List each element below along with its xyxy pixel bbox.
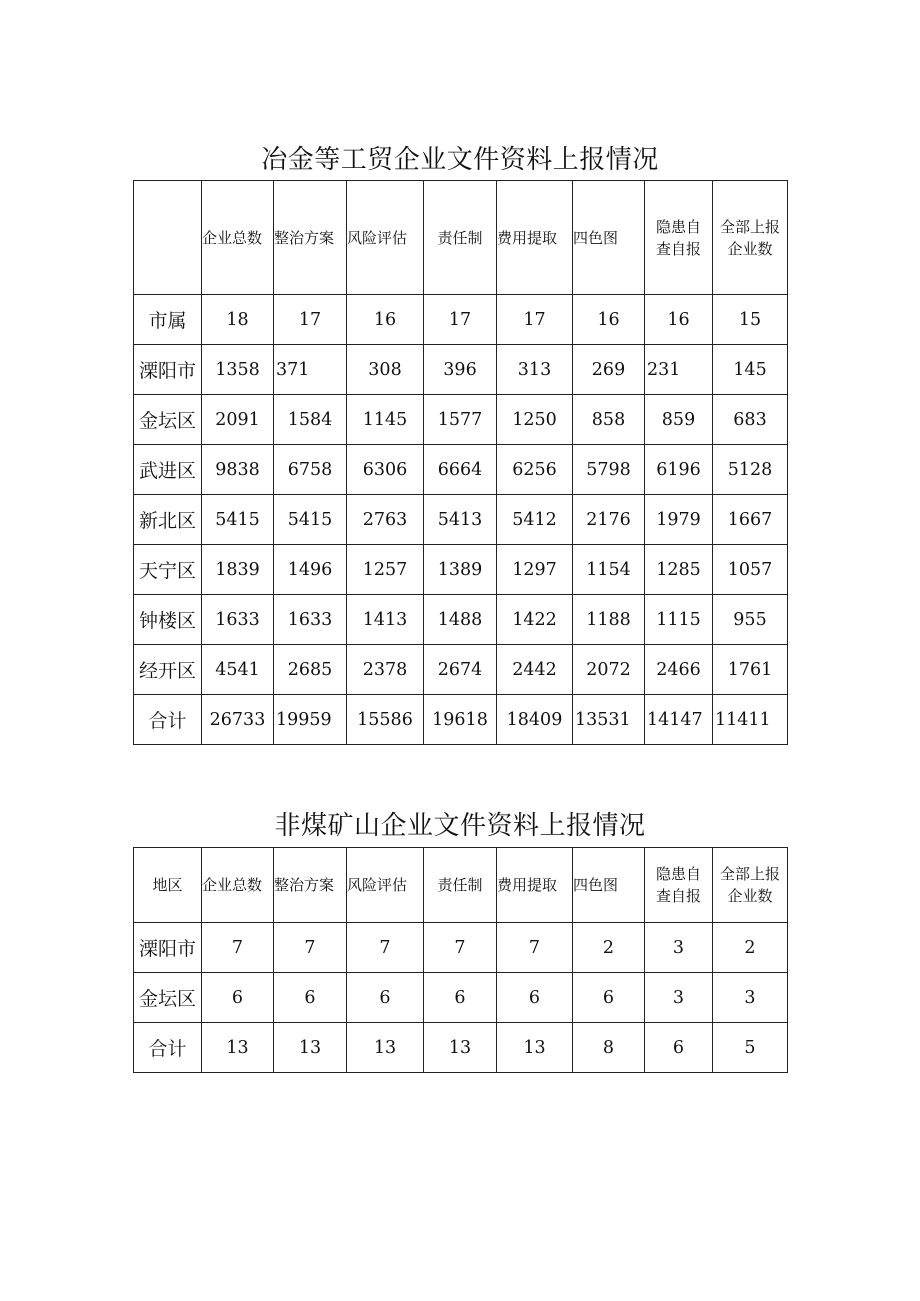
table-cell: 859 — [645, 395, 713, 445]
table-row — [134, 545, 788, 595]
header-four-color-map: 四色图 — [573, 181, 645, 295]
table-cell: 683 — [713, 395, 788, 445]
table-cell: 2 — [713, 923, 788, 973]
table-cell: 2091 — [202, 395, 274, 445]
table-cell: 5798 — [573, 445, 645, 495]
table-cell: 5415 — [202, 495, 274, 545]
table-cell: 1188 — [573, 595, 645, 645]
table-row — [134, 445, 788, 495]
table-row — [134, 595, 788, 645]
table-cell: 2176 — [573, 495, 645, 545]
table-cell: 1057 — [713, 545, 788, 595]
table-cell: 5128 — [713, 445, 788, 495]
table-cell: 371 — [274, 345, 347, 395]
table-cell: 1389 — [424, 545, 497, 595]
table-cell: 6 — [274, 973, 347, 1023]
table-cell: 17 — [497, 295, 573, 345]
table-cell: 5415 — [274, 495, 347, 545]
table-row — [134, 1023, 788, 1073]
header-risk-assessment: 风险评估 — [347, 181, 424, 295]
header-all-reported-line2: 企业数 — [727, 887, 773, 905]
table-cell: 13531 — [573, 695, 645, 745]
table-cell: 3 — [645, 923, 713, 973]
header-hazard-line1: 隐患自 — [655, 865, 701, 883]
table-cell: 2685 — [274, 645, 347, 695]
table-cell: 6 — [347, 973, 424, 1023]
non-coal-mine-report-table — [133, 847, 788, 1073]
table-cell: 14147 — [645, 695, 713, 745]
table-row — [134, 695, 788, 745]
table-cell: 1422 — [497, 595, 573, 645]
table-cell: 1297 — [497, 545, 573, 595]
table-cell: 2442 — [497, 645, 573, 695]
header-hazard-self-check — [645, 848, 713, 923]
table-cell: 1154 — [573, 545, 645, 595]
header-hazard-self-check — [645, 181, 713, 295]
table-cell: 231 — [645, 345, 713, 395]
table1-title: 冶金等工贸企业文件资料上报情况 — [261, 145, 659, 175]
header-cost-extraction: 费用提取 — [497, 181, 573, 295]
header-rectification-plan: 整治方案 — [274, 848, 347, 923]
table-cell: 17 — [424, 295, 497, 345]
table-cell: 7 — [274, 923, 347, 973]
row-label: 合计 — [134, 1023, 202, 1073]
table2-title: 非煤矿山企业文件资料上报情况 — [274, 811, 646, 841]
table-cell: 6 — [645, 1023, 713, 1073]
row-label: 金坛区 — [134, 395, 202, 445]
table-cell: 15586 — [347, 695, 424, 745]
table-cell: 5413 — [424, 495, 497, 545]
row-label: 新北区 — [134, 495, 202, 545]
row-label: 武进区 — [134, 445, 202, 495]
table-cell: 18 — [202, 295, 274, 345]
table-cell: 2378 — [347, 645, 424, 695]
row-label: 合计 — [134, 695, 202, 745]
header-hazard-line1: 隐患自 — [655, 217, 701, 236]
table-cell: 2 — [573, 923, 645, 973]
table-row — [134, 973, 788, 1023]
row-label: 金坛区 — [134, 973, 202, 1023]
table-cell: 7 — [497, 923, 573, 973]
table-cell: 13 — [497, 1023, 573, 1073]
table-cell: 1257 — [347, 545, 424, 595]
table-cell: 13 — [202, 1023, 274, 1073]
table-cell: 13 — [424, 1023, 497, 1073]
table-cell: 15 — [713, 295, 788, 345]
table-cell: 6 — [202, 973, 274, 1023]
header-responsibility: 责任制 — [424, 181, 497, 295]
row-label: 经开区 — [134, 645, 202, 695]
metallurgy-report-table — [133, 180, 788, 745]
table-cell: 1488 — [424, 595, 497, 645]
table-cell: 6256 — [497, 445, 573, 495]
table-cell: 1633 — [202, 595, 274, 645]
table-row — [134, 923, 788, 973]
corner-cell — [134, 181, 202, 295]
table-cell: 4541 — [202, 645, 274, 695]
table-cell: 7 — [424, 923, 497, 973]
header-rectification-plan: 整治方案 — [274, 181, 347, 295]
header-row — [134, 848, 788, 923]
header-all-reported — [713, 848, 788, 923]
header-enterprise-total: 企业总数 — [202, 848, 274, 923]
table-cell: 1115 — [645, 595, 713, 645]
table-cell: 1761 — [713, 645, 788, 695]
table-cell: 16 — [645, 295, 713, 345]
header-enterprise-total: 企业总数 — [202, 181, 274, 295]
table-cell: 396 — [424, 345, 497, 395]
table-cell: 269 — [573, 345, 645, 395]
table-row — [134, 345, 788, 395]
table-cell: 6758 — [274, 445, 347, 495]
header-hazard-line2: 查自报 — [655, 887, 701, 905]
table-cell: 955 — [713, 595, 788, 645]
table-cell: 3 — [645, 973, 713, 1023]
header-all-reported-line1: 全部上报 — [719, 217, 780, 236]
table-cell: 13 — [274, 1023, 347, 1073]
table-cell: 19959 — [274, 695, 347, 745]
header-region: 地区 — [134, 848, 202, 923]
table-cell: 6 — [573, 973, 645, 1023]
header-all-reported-line1: 全部上报 — [719, 865, 780, 883]
header-row — [134, 181, 788, 295]
header-all-reported — [713, 181, 788, 295]
table-cell: 2466 — [645, 645, 713, 695]
table-cell: 1285 — [645, 545, 713, 595]
table-cell: 1633 — [274, 595, 347, 645]
table-cell: 19618 — [424, 695, 497, 745]
table-cell: 308 — [347, 345, 424, 395]
table-cell: 1667 — [713, 495, 788, 545]
row-label: 市属 — [134, 295, 202, 345]
table-cell: 1250 — [497, 395, 573, 445]
table-cell: 1145 — [347, 395, 424, 445]
table-cell: 6306 — [347, 445, 424, 495]
table-cell: 9838 — [202, 445, 274, 495]
row-label: 天宁区 — [134, 545, 202, 595]
table-cell: 313 — [497, 345, 573, 395]
table-cell: 16 — [347, 295, 424, 345]
table-row — [134, 645, 788, 695]
table-row — [134, 495, 788, 545]
table-cell: 18409 — [497, 695, 573, 745]
table-row — [134, 295, 788, 345]
table-cell: 26733 — [202, 695, 274, 745]
header-all-reported-line2: 企业数 — [727, 239, 773, 258]
table-cell: 7 — [347, 923, 424, 973]
table-cell: 2072 — [573, 645, 645, 695]
header-four-color-map: 四色图 — [573, 848, 645, 923]
table-cell: 8 — [573, 1023, 645, 1073]
table-cell: 13 — [347, 1023, 424, 1073]
table-cell: 1979 — [645, 495, 713, 545]
table-cell: 145 — [713, 345, 788, 395]
table-cell: 5 — [713, 1023, 788, 1073]
table-cell: 3 — [713, 973, 788, 1023]
header-risk-assessment: 风险评估 — [347, 848, 424, 923]
table-cell: 1413 — [347, 595, 424, 645]
table-cell: 17 — [274, 295, 347, 345]
header-cost-extraction: 费用提取 — [497, 848, 573, 923]
table-cell: 6196 — [645, 445, 713, 495]
table-cell: 7 — [202, 923, 274, 973]
header-responsibility: 责任制 — [424, 848, 497, 923]
table-row — [134, 395, 788, 445]
table-cell: 5412 — [497, 495, 573, 545]
table-cell: 1358 — [202, 345, 274, 395]
table-cell: 1577 — [424, 395, 497, 445]
table-cell: 858 — [573, 395, 645, 445]
table-cell: 6 — [497, 973, 573, 1023]
table-cell: 16 — [573, 295, 645, 345]
table-cell: 6664 — [424, 445, 497, 495]
table-cell: 1496 — [274, 545, 347, 595]
row-label: 钟楼区 — [134, 595, 202, 645]
table-cell: 1839 — [202, 545, 274, 595]
row-label: 溧阳市 — [134, 923, 202, 973]
table-cell: 2763 — [347, 495, 424, 545]
table-cell: 2674 — [424, 645, 497, 695]
table-cell: 1584 — [274, 395, 347, 445]
header-hazard-line2: 查自报 — [655, 239, 701, 258]
table-cell: 6 — [424, 973, 497, 1023]
table-cell: 11411 — [713, 695, 788, 745]
row-label: 溧阳市 — [134, 345, 202, 395]
